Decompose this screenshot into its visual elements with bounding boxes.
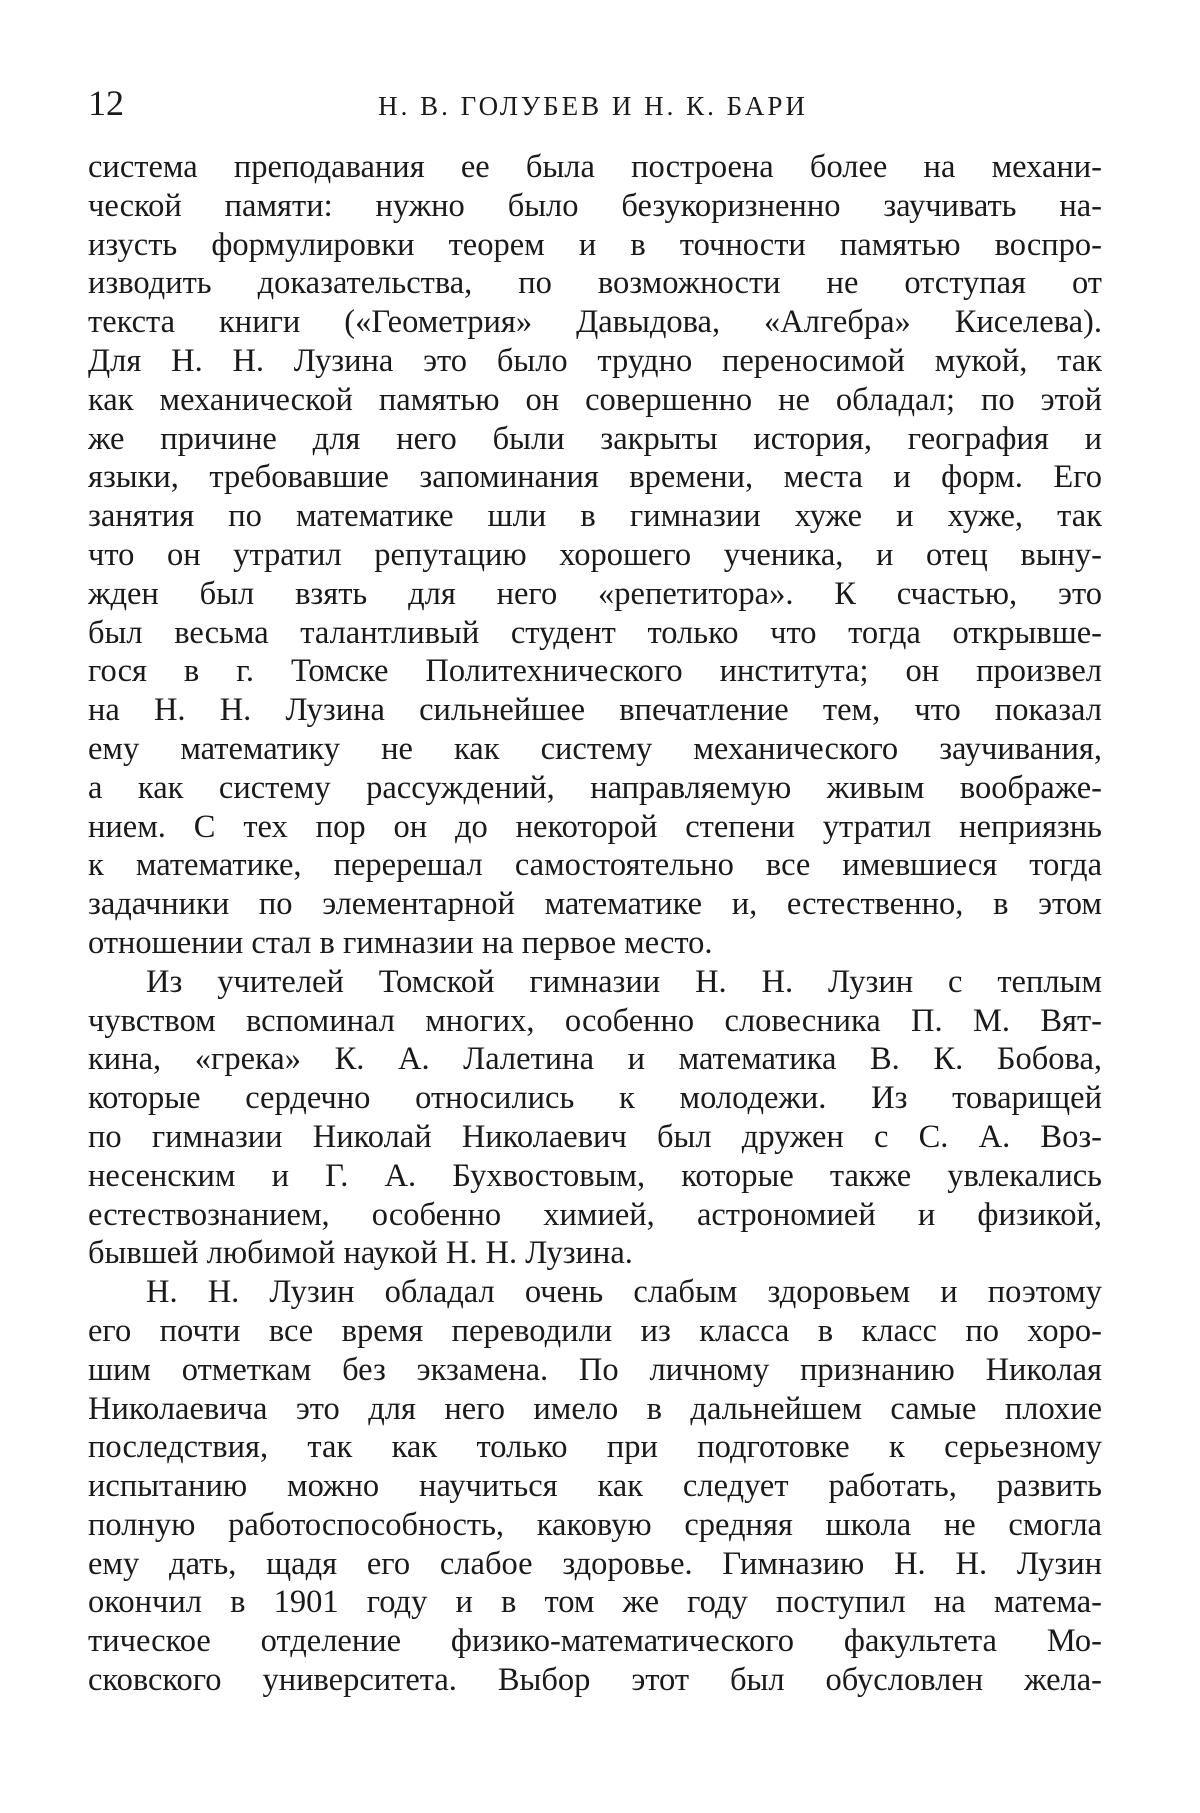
body-text bbox=[88, 148, 1102, 1700]
text-line: занятия по математике шли в гимназии хуже и хуже, так bbox=[88, 498, 1102, 535]
text-line: к математике, перерешал самостоятельно все имевшиеся тогда bbox=[88, 847, 1102, 884]
text-line: которые сердечно относились к молодежи. Из товарищей bbox=[88, 1080, 1102, 1117]
text-line: его почти все время переводили из класса в класс по хоро- bbox=[88, 1312, 1102, 1349]
text-line: сковского университета. Выбор этот был обусловлен жела- bbox=[88, 1662, 1102, 1699]
text-line: ему математику не как систему механического заучивания, bbox=[88, 730, 1102, 767]
text-line: испытанию можно научиться как следует работать, развить bbox=[88, 1468, 1102, 1505]
text-line: ческой памяти: нужно было безукоризненно заучивать на- bbox=[88, 187, 1102, 224]
running-head bbox=[88, 78, 1098, 128]
text-line: несенским и Г. А. Бухвостовым, которые также увлекались bbox=[88, 1157, 1102, 1194]
text-line: окончил в 1901 году и в том же году поступил на матема- bbox=[88, 1584, 1102, 1621]
text-line: изусть формулировки теорем и в точности памятью воспро- bbox=[88, 226, 1102, 263]
text-line: система преподавания ее была построена более на механи- bbox=[88, 149, 1102, 185]
text-line: Н. Н. Лузин обладал очень слабым здоровьем и поэтому bbox=[146, 1274, 1102, 1311]
text-line: же причине для него были закрыты история, география и bbox=[88, 420, 1102, 457]
text-line: тическое отделение физико-математического факультета Мо- bbox=[88, 1623, 1102, 1660]
text-line: был весьма талантливый студент только что тогда открывше- bbox=[88, 614, 1102, 651]
text-line: нием. С тех пор он до некоторой степени утратил неприязнь bbox=[88, 808, 1102, 845]
text-line: кина, «грека» К. А. Лалетина и математика В. К. Бобова, bbox=[88, 1041, 1102, 1078]
text-line: шим отметкам без экзамена. По личному признанию Николая bbox=[88, 1351, 1102, 1388]
text-line: текста книги («Геометрия» Давыдова, «Алгебра» Киселева). bbox=[88, 304, 1102, 341]
text-line: по гимназии Николай Николаевич был дружен с С. А. Воз- bbox=[88, 1118, 1102, 1155]
header-authors: Н. В. ГОЛУБЕВ И Н. К. БАРИ bbox=[378, 91, 808, 121]
text-line: как механической памятью он совершенно не обладал; по этой bbox=[88, 381, 1102, 418]
text-line: Для Н. Н. Лузина это было трудно переносимой мукой, так bbox=[88, 342, 1102, 379]
text-line: а как систему рассуждений, направляемую живым воображе- bbox=[88, 769, 1102, 806]
text-line: естествознанием, особенно химией, астрономией и физикой, bbox=[88, 1196, 1102, 1233]
text-line: жден был взять для него «репетитора». К счастью, это bbox=[88, 575, 1102, 612]
text-line: языки, требовавшие запоминания времени, места и форм. Его bbox=[88, 459, 1102, 496]
text-line: чувством вспоминал многих, особенно словесника П. М. Вят- bbox=[88, 1002, 1102, 1039]
text-line: Николаевича это для него имело в дальнейшем самые плохие bbox=[88, 1390, 1102, 1427]
text-line: что он утратил репутацию хорошего ученика, и отец выну- bbox=[88, 536, 1102, 573]
text-line: последствия, так как только при подготовке к серьезному bbox=[88, 1429, 1102, 1466]
text-line: на Н. Н. Лузина сильнейшее впечатление тем, что показал bbox=[88, 692, 1102, 729]
text-line: изводить доказательства, по возможности не отступая от bbox=[88, 265, 1102, 302]
page-number: 12 bbox=[88, 83, 124, 123]
text-line: отношении стал в гимназии на первое место. bbox=[88, 924, 713, 961]
text-line: полную работоспособность, каковую средняя школа не смогла bbox=[88, 1506, 1102, 1543]
text-line: Из учителей Томской гимназии Н. Н. Лузин с теплым bbox=[146, 963, 1102, 1000]
text-line: бывшей любимой наукой Н. Н. Лузина. bbox=[88, 1235, 633, 1272]
text-line: ему дать, щадя его слабое здоровье. Гимназию Н. Н. Лузин bbox=[88, 1545, 1102, 1582]
text-line: гося в г. Томске Политехнического института; он произвел bbox=[88, 653, 1102, 690]
text-line: задачники по элементарной математике и, естественно, в этом bbox=[88, 886, 1102, 923]
